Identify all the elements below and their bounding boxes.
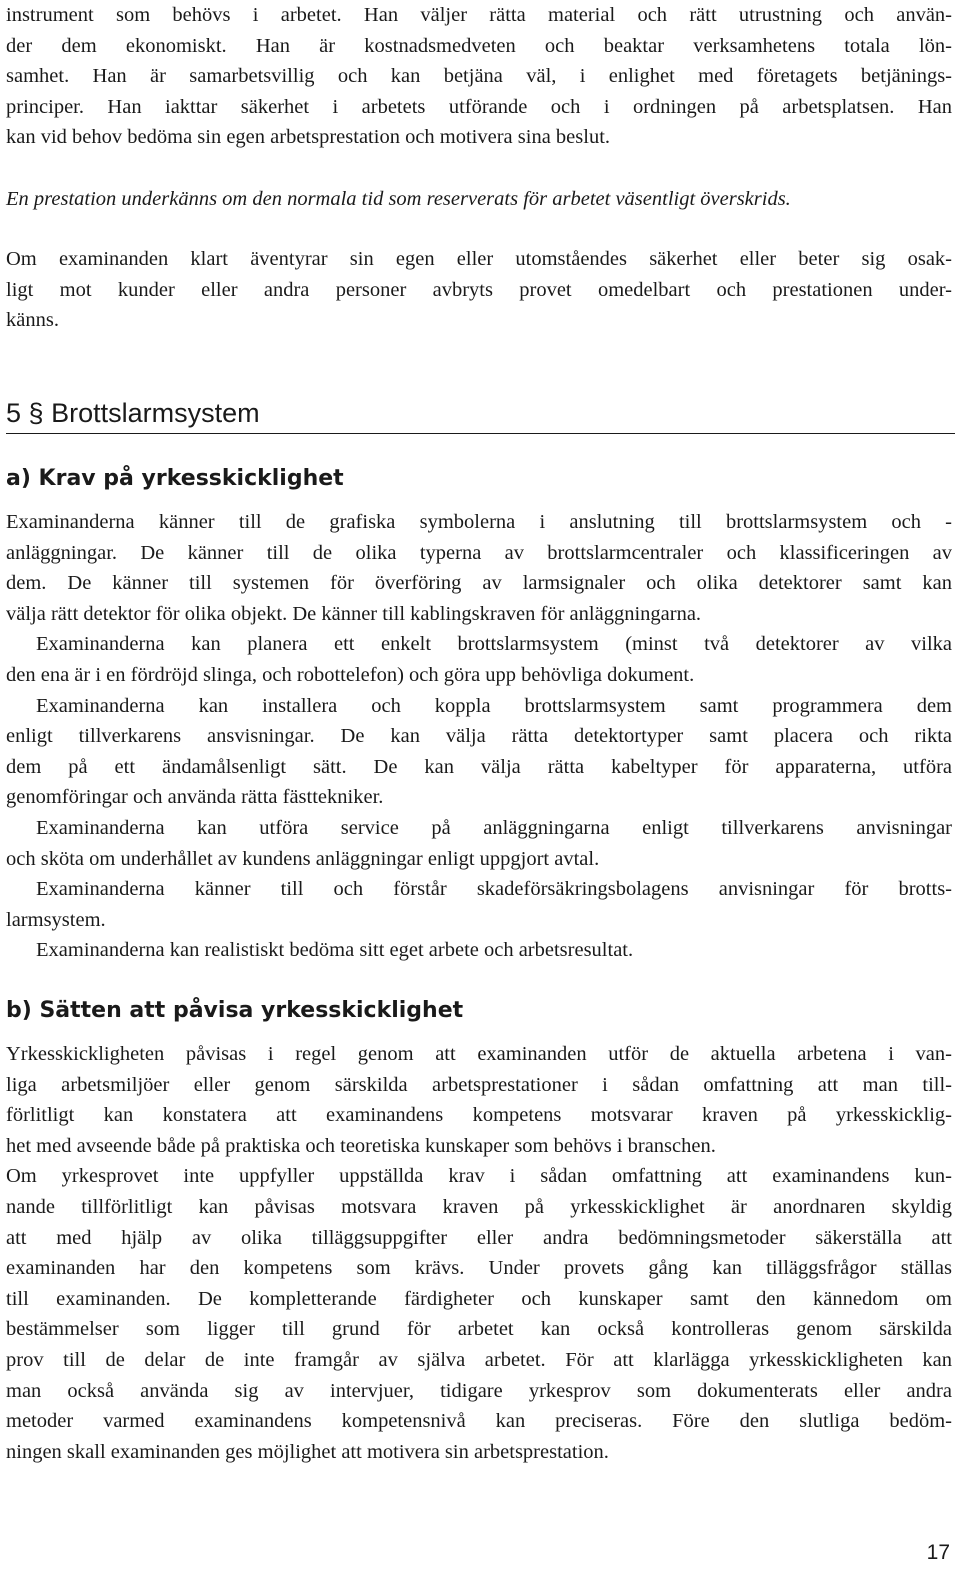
text-line: och sköta om underhållet av kundens anläggningar enligt uppgjort avtal. <box>6 847 600 870</box>
text-line: larmsystem. <box>6 908 106 931</box>
text-line: metoder varmed examinandens kompetensnivå kan preciseras. Före den slutliga bedöm- <box>6 1410 952 1433</box>
text-line: der dem ekonomiskt. Han är kostnadsmedveten och beaktar verksamhetens totala lön- <box>6 34 952 57</box>
text-line: Examinanderna kan realistiskt bedöma sitt eget arbete och arbetsresultat. <box>36 939 634 962</box>
text-line: man också använda sig av intervjuer, tidigare yrkesprov som dokumenterats eller andra <box>6 1379 952 1402</box>
text-line: bestämmelser som ligger till grund för arbetet kan också kontrolleras genom särskilda <box>6 1318 952 1341</box>
text-line: Yrkesskickligheten påvisas i regel genom att examinanden utför de aktuella arbetena i van- <box>6 1043 952 1065</box>
text-line: principer. Han iakttar säkerhet i arbetets utförande och i ordningen på arbetsplatsen. Han <box>6 95 952 118</box>
text-line: kan vid behov bedöma sin egen arbetsprestation och motivera sina beslut. <box>6 126 611 149</box>
text-line: dem på ett ändamålsenligt sätt. De kan välja rätta kabeltyper för apparaterna, utföra <box>6 755 952 778</box>
section-heading <box>6 393 955 434</box>
section-symbol: § <box>28 398 44 428</box>
text-line: ligt mot kunder eller andra personer avbryts provet omedelbart och prestationen under- <box>6 278 952 301</box>
text-line: den ena är i en fördröjd slinga, och robottelefon) och göra upp behövliga dokument. <box>6 663 695 686</box>
text-line: ningen skall examinanden ges möjlighet att motivera sin arbetsprestation. <box>6 1440 609 1463</box>
text-line: känns. <box>6 309 59 332</box>
page-number: 17 <box>926 1541 950 1564</box>
text-line: Examinanderna känner till och förstår skadeförsäkringsbolagens anvisningar för brotts- <box>36 878 952 901</box>
text-line: genomföringar och använda rätta fästtekniker. <box>6 786 384 809</box>
intro-paragraph <box>6 0 952 153</box>
text-line: liga arbetsmiljöer eller genom särskilda arbetsprestationer i sådan omfattning att man till- <box>6 1073 952 1096</box>
text-line: het med avseende både på praktiska och teoretiska kunskaper som behövs i branschen. <box>6 1134 716 1157</box>
text-line: examinanden har den kompetens som krävs. Under provets gång kan tilläggsfrågor ställas <box>6 1257 952 1280</box>
text-line: nande tillförlitligt kan påvisas motsvara kraven på yrkesskicklighet är anordnaren skyldig <box>6 1195 952 1218</box>
text-line: dem. De känner till systemen för överföring av larmsignaler och olika detektorer samt kan <box>6 572 952 595</box>
subsection-a-heading: a) Krav på yrkesskicklighet <box>6 466 344 491</box>
text-line: till examinanden. De kompletterande färdigheter och kunskaper samt den kännedom om <box>6 1287 952 1310</box>
text-line: instrument som behövs i arbetet. Han väljer rätta material och rätt utrustning och använ- <box>6 4 952 26</box>
subsection-b-body <box>6 1039 952 1467</box>
text-line: välja rätt detektor för olika objekt. De känner till kablingskraven för anläggningarna. <box>6 602 702 625</box>
section-title: Brottslarmsystem <box>51 398 260 428</box>
section-number: 5 <box>6 398 22 428</box>
text-line: Examinanderna kan utföra service på anläggningarna enligt tillverkarens anvisningar <box>36 816 952 839</box>
text-line: Om examinanden klart äventyrar sin egen eller utomståendes säkerhet eller beter sig osak- <box>6 248 952 270</box>
subsection-a-body <box>6 507 952 966</box>
subsection-b-heading: b) Sätten att påvisa yrkesskicklighet <box>6 998 464 1023</box>
text-line: Om yrkesprovet inte uppfyller uppställda krav i sådan omfattning att examinandens kun- <box>6 1165 952 1188</box>
safety-paragraph <box>6 244 952 336</box>
text-line: att med hjälp av olika tilläggsuppgifter eller andra bedömningsmetoder säkerställa att <box>6 1226 952 1249</box>
text-line: förlitligt kan konstatera att examinandens kompetens motsvarar kraven på yrkesskicklig- <box>6 1104 952 1127</box>
text-line: Examinanderna känner till de grafiska symbolerna i anslutning till brottslarmsystem och - <box>6 511 952 533</box>
text-line: anläggningar. De känner till de olika typerna av brottslarmcentraler och klassificeringen av <box>6 541 952 564</box>
text-line: Examinanderna kan planera ett enkelt brottslarmsystem (minst två detektorer av vilka <box>36 633 952 656</box>
text-line: samhet. Han är samarbetsvillig och kan betjäna väl, i enlighet med företagets betjänings- <box>6 65 952 88</box>
text-line: prov till de delar de inte framgår av själva arbetet. För att klarlägga yrkesskickligheten kan <box>6 1348 952 1371</box>
text-line: Examinanderna kan installera och koppla brottslarmsystem samt programmera dem <box>36 694 952 717</box>
text-line: enligt tillverkarens ansvisningar. De kan välja rätta detektortyper samt placera och rikta <box>6 725 952 748</box>
rejection-note: En prestation underkänns om den normala tid som reserverats för arbetet väsentligt överskrids. <box>6 188 791 210</box>
